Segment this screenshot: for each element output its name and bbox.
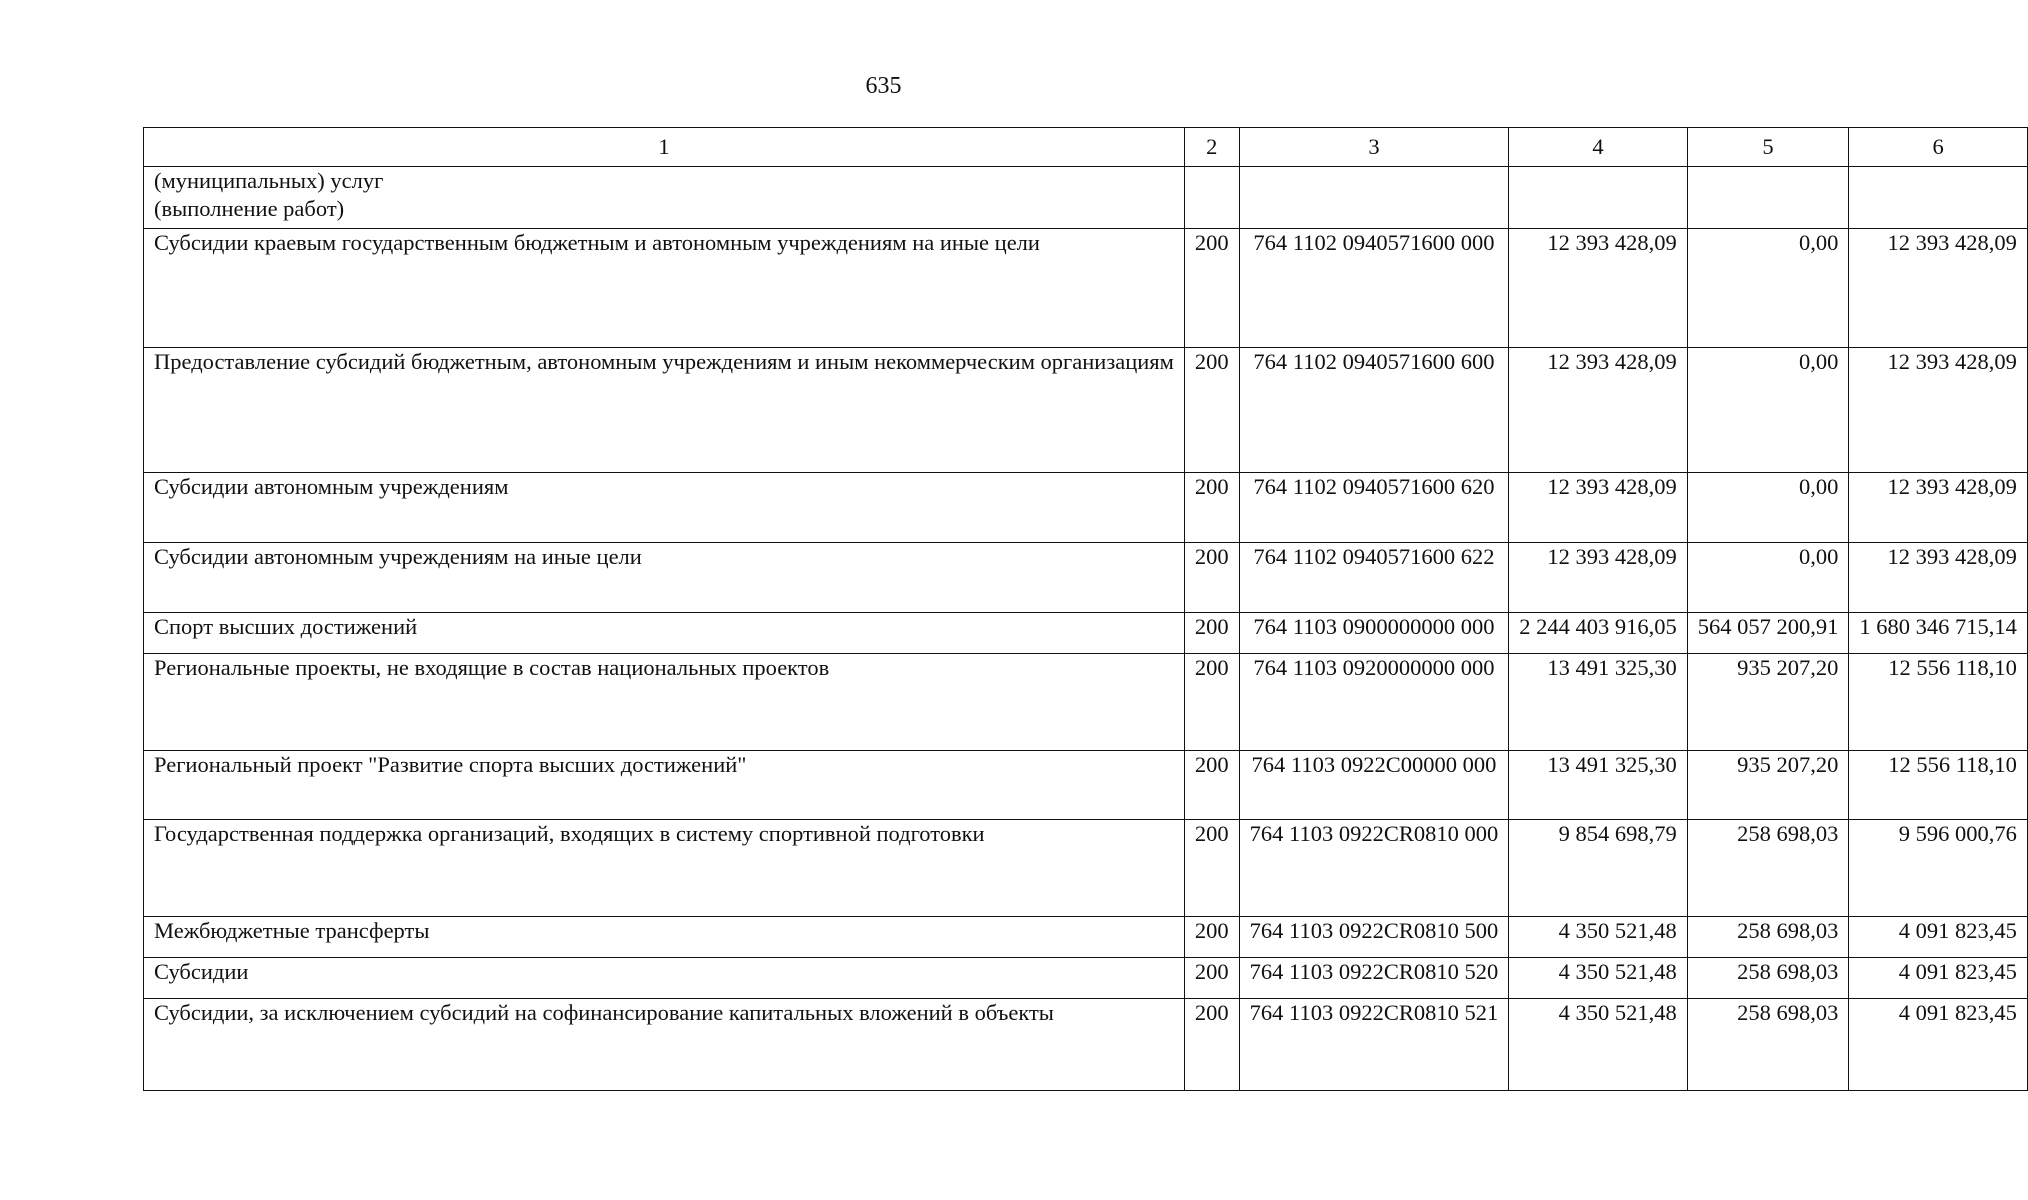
table-row	[144, 958, 2028, 999]
row-code: 764 1102 0940571600 620	[1239, 473, 1509, 543]
row-value-5: 258 698,03	[1687, 820, 1849, 917]
row-name: Субсидии, за исключением субсидий на софинансирование капитальных вложений в объекты	[144, 999, 1185, 1091]
row-value-5: 258 698,03	[1687, 958, 1849, 999]
row-name-line: (выполнение работ)	[154, 196, 345, 221]
row-status: 200	[1184, 473, 1239, 543]
row-name: Спорт высших достижений	[144, 613, 1185, 654]
row-name: Субсидии краевым государственным бюджетным и автономным учреждениям на иные цели	[144, 229, 1185, 348]
row-value-6: 4 091 823,45	[1849, 917, 2028, 958]
row-value-5: 258 698,03	[1687, 917, 1849, 958]
row-value-4: 4 350 521,48	[1509, 999, 1688, 1091]
table-row	[144, 654, 2028, 751]
row-name: Предоставление субсидий бюджетным, автономным учреждениям и иным некоммерческим организациям	[144, 348, 1185, 473]
row-status: 200	[1184, 613, 1239, 654]
row-value-6: 4 091 823,45	[1849, 999, 2028, 1091]
row-code: 764 1103 0900000000 000	[1239, 613, 1509, 654]
row-value-6: 12 393 428,09	[1849, 348, 2028, 473]
column-header: 3	[1239, 128, 1509, 167]
table-row	[144, 473, 2028, 543]
row-name: Межбюджетные трансферты	[144, 917, 1185, 958]
column-header: 4	[1509, 128, 1688, 167]
row-value-5: 0,00	[1687, 473, 1849, 543]
row-name: Субсидии	[144, 958, 1185, 999]
column-header: 1	[144, 128, 1185, 167]
row-value-4: 13 491 325,30	[1509, 751, 1688, 820]
table-row	[144, 917, 2028, 958]
row-code: 764 1103 0922CR0810 521	[1239, 999, 1509, 1091]
table-row	[144, 348, 2028, 473]
row-value-4: 9 854 698,79	[1509, 820, 1688, 917]
page-number: 635	[865, 73, 902, 99]
row-value-4	[1509, 167, 1688, 229]
row-code: 764 1103 0922C00000 000	[1239, 751, 1509, 820]
row-status: 200	[1184, 654, 1239, 751]
row-value-4: 12 393 428,09	[1509, 543, 1688, 613]
row-status: 200	[1184, 543, 1239, 613]
table-row	[144, 820, 2028, 917]
row-status: 200	[1184, 348, 1239, 473]
table-row	[144, 999, 2028, 1091]
row-value-5: 935 207,20	[1687, 654, 1849, 751]
row-value-6: 4 091 823,45	[1849, 958, 2028, 999]
row-name: Государственная поддержка организаций, входящих в систему спортивной подготовки	[144, 820, 1185, 917]
row-value-6: 12 393 428,09	[1849, 473, 2028, 543]
row-value-6: 12 393 428,09	[1849, 543, 2028, 613]
row-value-4: 4 350 521,48	[1509, 917, 1688, 958]
row-value-4: 12 393 428,09	[1509, 473, 1688, 543]
row-value-6: 12 556 118,10	[1849, 654, 2028, 751]
table-row	[144, 543, 2028, 613]
row-name: Региональные проекты, не входящие в состав национальных проектов	[144, 654, 1185, 751]
row-value-5: 564 057 200,91	[1687, 613, 1849, 654]
column-header: 2	[1184, 128, 1239, 167]
row-name: Региональный проект "Развитие спорта высших достижений"	[144, 751, 1185, 820]
row-status: 200	[1184, 999, 1239, 1091]
row-code: 764 1103 0922CR0810 500	[1239, 917, 1509, 958]
row-value-6: 9 596 000,76	[1849, 820, 2028, 917]
row-name	[144, 167, 1185, 229]
table-row	[144, 229, 2028, 348]
row-value-5	[1687, 167, 1849, 229]
row-code: 764 1103 0920000000 000	[1239, 654, 1509, 751]
row-code: 764 1103 0922CR0810 520	[1239, 958, 1509, 999]
row-status	[1184, 167, 1239, 229]
row-status: 200	[1184, 917, 1239, 958]
row-value-6: 12 393 428,09	[1849, 229, 2028, 348]
table-row	[144, 613, 2028, 654]
table-row	[144, 751, 2028, 820]
row-code: 764 1102 0940571600 000	[1239, 229, 1509, 348]
row-value-5: 0,00	[1687, 543, 1849, 613]
row-name: Субсидии автономным учреждениям на иные цели	[144, 543, 1185, 613]
row-code: 764 1102 0940571600 622	[1239, 543, 1509, 613]
row-value-5: 0,00	[1687, 229, 1849, 348]
column-header: 6	[1849, 128, 2028, 167]
table-row	[144, 167, 2028, 229]
row-name-line: (муниципальных) услуг	[154, 168, 384, 193]
header-row	[144, 128, 2028, 167]
row-status: 200	[1184, 820, 1239, 917]
row-value-5: 0,00	[1687, 348, 1849, 473]
row-value-4: 4 350 521,48	[1509, 958, 1688, 999]
row-status: 200	[1184, 958, 1239, 999]
row-value-4: 13 491 325,30	[1509, 654, 1688, 751]
row-value-6: 12 556 118,10	[1849, 751, 2028, 820]
row-value-4: 2 244 403 916,05	[1509, 613, 1688, 654]
row-status: 200	[1184, 229, 1239, 348]
row-name: Субсидии автономным учреждениям	[144, 473, 1185, 543]
row-value-5: 935 207,20	[1687, 751, 1849, 820]
budget-table	[143, 127, 2028, 1091]
row-status: 200	[1184, 751, 1239, 820]
row-value-4: 12 393 428,09	[1509, 229, 1688, 348]
column-header: 5	[1687, 128, 1849, 167]
row-code	[1239, 167, 1509, 229]
row-value-6	[1849, 167, 2028, 229]
row-value-4: 12 393 428,09	[1509, 348, 1688, 473]
row-code: 764 1102 0940571600 600	[1239, 348, 1509, 473]
row-code: 764 1103 0922CR0810 000	[1239, 820, 1509, 917]
row-value-6: 1 680 346 715,14	[1849, 613, 2028, 654]
row-value-5: 258 698,03	[1687, 999, 1849, 1091]
